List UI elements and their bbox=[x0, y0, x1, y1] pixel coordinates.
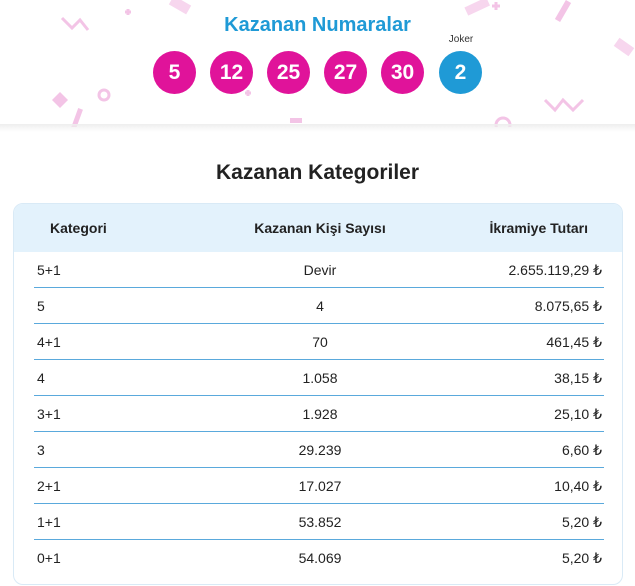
number-ball: 27 bbox=[324, 51, 367, 94]
joker-ball: 2 bbox=[439, 51, 482, 94]
category-cell: 4+1 bbox=[37, 334, 61, 350]
winner-count-cell: 17.027 bbox=[298, 478, 342, 494]
table-row bbox=[14, 324, 622, 360]
table-row bbox=[14, 252, 622, 288]
column-header-prize: İkramiye Tutarı bbox=[489, 220, 588, 236]
column-header-winner-count: Kazanan Kişi Sayısı bbox=[254, 220, 386, 236]
category-cell: 2+1 bbox=[37, 478, 61, 494]
winning-numbers-title: Kazanan Numaralar bbox=[224, 14, 411, 36]
winner-count-cell: 1.928 bbox=[302, 406, 338, 422]
table-row bbox=[14, 540, 622, 576]
winner-count-cell: 53.852 bbox=[298, 514, 342, 530]
winner-count-cell: 4 bbox=[316, 298, 324, 314]
table-row bbox=[14, 288, 622, 324]
number-ball: 30 bbox=[381, 51, 424, 94]
joker-label: Joker bbox=[448, 34, 474, 45]
winner-count-cell: 54.069 bbox=[298, 550, 342, 566]
table-row bbox=[14, 396, 622, 432]
column-header-category: Kategori bbox=[50, 220, 107, 236]
number-balls bbox=[153, 51, 493, 94]
number-ball: 12 bbox=[210, 51, 253, 94]
table-body bbox=[14, 252, 622, 576]
prize-cell: 38,15 ₺ bbox=[554, 369, 602, 386]
winner-count-cell: 1.058 bbox=[302, 370, 338, 386]
table-row bbox=[14, 468, 622, 504]
prize-cell: 5,20 ₺ bbox=[561, 513, 602, 530]
winner-count-cell: Devir bbox=[303, 262, 337, 278]
category-cell: 5+1 bbox=[37, 262, 61, 278]
table-row bbox=[14, 360, 622, 396]
categories-title: Kazanan Kategoriler bbox=[215, 161, 420, 184]
category-cell: 5 bbox=[37, 298, 45, 314]
table-row bbox=[14, 432, 622, 468]
category-cell: 0+1 bbox=[37, 550, 61, 566]
prize-cell: 461,45 ₺ bbox=[546, 333, 602, 350]
number-ball: 25 bbox=[267, 51, 310, 94]
table-row bbox=[14, 504, 622, 540]
number-ball: 5 bbox=[153, 51, 196, 94]
categories-table bbox=[13, 203, 623, 585]
prize-cell: 6,60 ₺ bbox=[561, 441, 602, 458]
winner-count-cell: 70 bbox=[312, 334, 328, 350]
category-cell: 1+1 bbox=[37, 514, 61, 530]
category-cell: 3+1 bbox=[37, 406, 61, 422]
prize-cell: 2.655.119,29 ₺ bbox=[508, 261, 602, 278]
category-cell: 3 bbox=[37, 442, 45, 458]
winning-numbers-banner bbox=[0, 0, 635, 127]
banner-shadow bbox=[0, 124, 635, 132]
winner-count-cell: 29.239 bbox=[298, 442, 342, 458]
prize-cell: 10,40 ₺ bbox=[554, 477, 602, 494]
prize-cell: 5,20 ₺ bbox=[561, 549, 602, 566]
category-cell: 4 bbox=[37, 370, 45, 386]
table-header bbox=[14, 204, 622, 252]
prize-cell: 8.075,65 ₺ bbox=[534, 297, 602, 314]
prize-cell: 25,10 ₺ bbox=[554, 405, 602, 422]
